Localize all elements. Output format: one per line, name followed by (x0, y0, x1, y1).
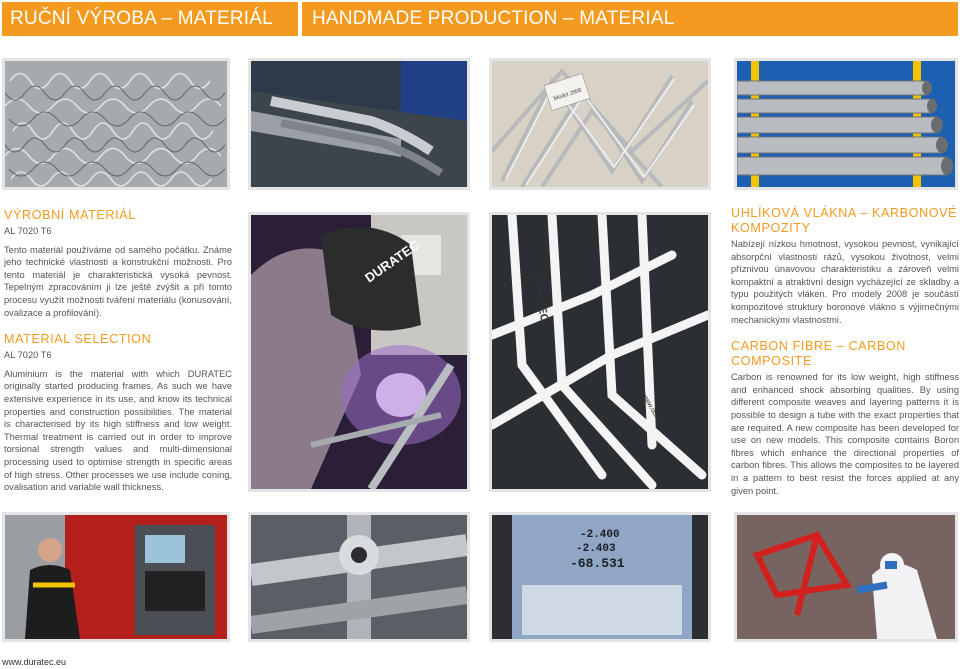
photo-cnc-operator (2, 512, 230, 642)
section-title-material-selection: MATERIAL SELECTION (4, 332, 152, 347)
photo-white-frames (489, 212, 711, 492)
cnc-readout-3: -68.531 (570, 556, 625, 571)
section-title-carbon-fibre-en: CARBON FIBRE – CARBON COMPOSITE (731, 339, 906, 369)
cnc-readout-2: -2.403 (576, 543, 616, 555)
photo-frame-parts-rack (489, 58, 711, 190)
left-text-column (4, 208, 232, 494)
photo-aluminium-shavings (2, 58, 230, 190)
alloy-code-cz: AL 7020 T6 (4, 226, 52, 236)
frame-url-text: www.duratec.eu (640, 392, 672, 440)
page-header (0, 0, 960, 40)
photo-painting-frame (734, 512, 958, 642)
title-english: HANDMADE PRODUCTION – MATERIAL (302, 2, 958, 36)
body-text-carbon-cz: Nabízejí nízkou hmotnost, vysokou pevnost, vynikající absorpční vlastnosti rázů, vysokou životnost, velmi příznivou únavovou charakteristiku a zároveň velmi kompaktní a atraktivní design vycházející ze skladby a typu použitých vláken. Pro modely 2008 je součástí kompozitové struktury boronové vlákno s výjimečnými mechanickými vlastnostmi. (731, 239, 959, 325)
photo-stacked-tubes (734, 58, 958, 190)
section-title-production-material: VÝROBNÍ MATERIÁL (4, 208, 136, 222)
section-title-carbon-fibres-cz: UHLÍKOVÁ VLÁKNA – KARBONOVÉ KOMPOZITY (731, 206, 958, 235)
frame-brand-text: DURATEC (529, 268, 551, 323)
body-text-en: Aluminium is the material with which DURATEC originally started producing frames. As such we have extensive experience in its use, and know its technical properties and construction possibilities. The material is characterised by its high stiffness and low weight. Thermal treatment is carried out in order to improve torsional strength values and multi-dimensional processing used to optimise strength in specific areas of high stress. Other processes we use include coning, ovalisation and variable wall thickness. (4, 368, 232, 493)
alloy-code-en: AL 7020 T6 (4, 350, 52, 361)
body-text-cz: Tento materiál používáme od samého počátku. Známe jeho technické vlastnosti a konstrukční možnosti. Pro tento materiál je charakteristická vysoká pevnost. Tepelným zpracováním ji lze ještě zvýšit a při tomto procesu využít možnosti tváření materiálu (konusování, ovalizace a profilování). (4, 244, 232, 318)
right-text-column (731, 206, 959, 497)
body-text-carbon-en: Carbon is renowned for its low weight, high stiffness and enhanced shock absorbing qualities. By using different composite weaves and layering patterns it is possible to design a tube with the exact properties that are required. A new composite has been developed for use on new models. This composite contains Boron fibres which enhance the directional properties of carbon fibres. This allows the composites to be layered in a pattern to best resist the forces applied at any given point. (731, 372, 959, 496)
photo-welder (248, 212, 470, 492)
sign-text: Model 2008 (552, 87, 583, 103)
photo-tube-bending (248, 58, 470, 190)
photo-cnc-screen (489, 512, 711, 642)
helmet-brand-text: DURATEC (362, 237, 422, 286)
cnc-readout-1: -2.400 (580, 529, 620, 541)
title-czech: RUČNÍ VÝROBA – MATERIÁL (2, 2, 298, 36)
footer-url: www.duratec.eu (2, 657, 67, 667)
photo-tube-joint (248, 512, 470, 642)
